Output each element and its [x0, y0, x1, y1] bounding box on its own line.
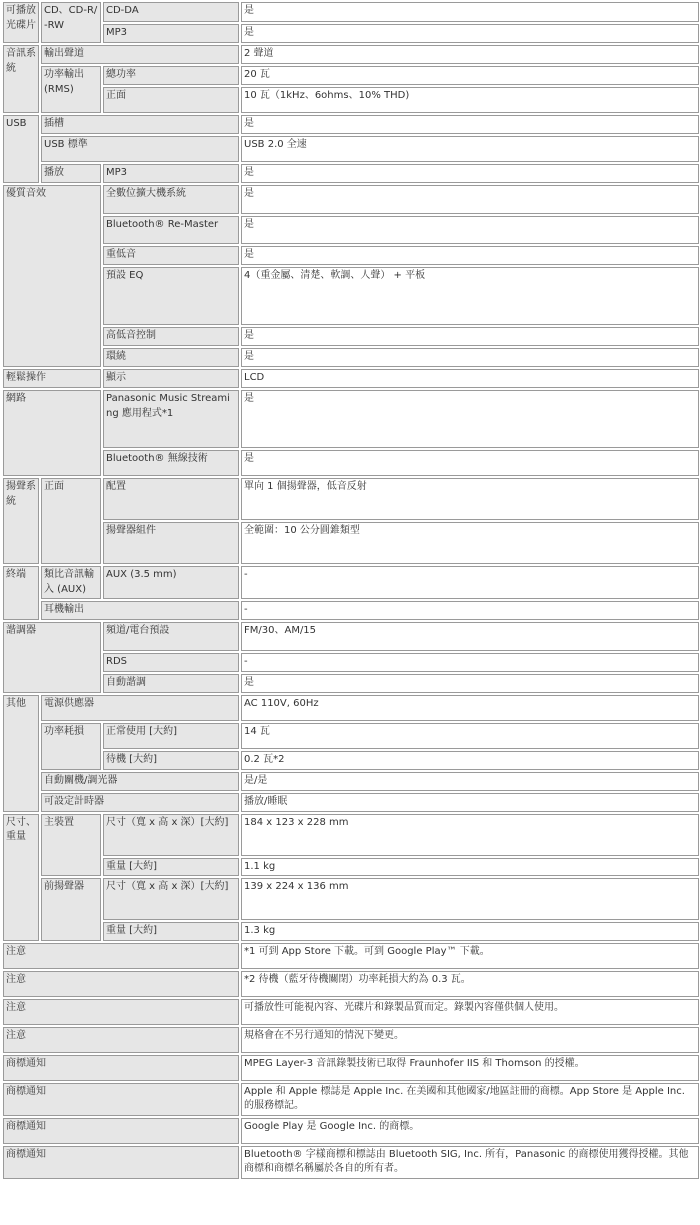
- spec-label: 配置: [103, 478, 239, 520]
- table-row: [3, 814, 699, 856]
- spec-label: 環繞: [103, 348, 239, 367]
- table-row: [3, 348, 699, 367]
- trademark-value: MPEG Layer-3 音訊錄製技術已取得 Fraunhofer IIS 和 Thomson 的授權。: [241, 1055, 699, 1081]
- table-row: [3, 1055, 699, 1081]
- trademark-label: 商標通知: [3, 1055, 239, 1081]
- table-row: [3, 622, 699, 651]
- trademark-value: Google Play 是 Google Inc. 的商標。: [241, 1118, 699, 1144]
- spec-value: 是: [241, 246, 699, 265]
- spec-label: 重量 [大約]: [103, 858, 239, 877]
- spec-value: 4（重金屬、清楚、軟調、人聲） + 平板: [241, 267, 699, 325]
- row-sublabel: 播放: [41, 164, 101, 183]
- note-value: *1 可到 App Store 下載。可到 Google Play™ 下載。: [241, 943, 699, 969]
- spec-value: 播放/睡眠: [241, 793, 699, 812]
- row-sublabel: 功率耗損: [41, 723, 101, 770]
- trademark-value: Apple 和 Apple 標誌是 Apple Inc. 在美國和其他國家/地區註冊的商標。App Store 是 Apple Inc. 的服務標記。: [241, 1083, 699, 1116]
- table-row: [3, 24, 699, 43]
- spec-value: 是: [241, 450, 699, 476]
- table-row: [3, 772, 699, 791]
- spec-value: 是: [241, 348, 699, 367]
- table-row: [3, 793, 699, 812]
- table-row: [3, 216, 699, 244]
- spec-label: 預設 EQ: [103, 267, 239, 325]
- table-row: [3, 246, 699, 265]
- spec-value: AC 110V, 60Hz: [241, 695, 699, 721]
- spec-value: 1.3 kg: [241, 922, 699, 941]
- note-label: 注意: [3, 943, 239, 969]
- spec-value: 全範圍：10 公分圓錐類型: [241, 522, 699, 564]
- spec-label: MP3: [103, 24, 239, 43]
- row-sublabel: 正面: [41, 478, 101, 564]
- spec-label: 可設定計時器: [41, 793, 239, 812]
- note-label: 注意: [3, 1027, 239, 1053]
- spec-value: 0.2 瓦*2: [241, 751, 699, 770]
- spec-value: 139 x 224 x 136 mm: [241, 878, 699, 920]
- row-sublabel: 類比音訊輸入 (AUX): [41, 566, 101, 599]
- spec-value: 14 瓦: [241, 723, 699, 749]
- table-row: [3, 1083, 699, 1116]
- table-row: [3, 971, 699, 997]
- row-label: 諧調器: [3, 622, 101, 693]
- table-row: [3, 164, 699, 183]
- spec-label: 輸出聲道: [41, 45, 239, 64]
- table-row: [3, 674, 699, 693]
- spec-value: USB 2.0 全速: [241, 136, 699, 162]
- spec-label: RDS: [103, 653, 239, 672]
- spec-value: 184 x 123 x 228 mm: [241, 814, 699, 856]
- note-label: 注意: [3, 971, 239, 997]
- spec-value: 10 瓦（1kHz、6ohms、10% THD): [241, 87, 699, 113]
- row-label: 可播放光碟片: [3, 2, 39, 43]
- table-row: [3, 751, 699, 770]
- table-row: [3, 390, 699, 448]
- spec-value: -: [241, 653, 699, 672]
- spec-value: 2 聲道: [241, 45, 699, 64]
- spec-value: 是/是: [241, 772, 699, 791]
- spec-label: 尺寸（寬 x 高 x 深）[大約]: [103, 878, 239, 920]
- table-row: [3, 999, 699, 1025]
- spec-label: 重量 [大約]: [103, 922, 239, 941]
- note-label: 注意: [3, 999, 239, 1025]
- table-row: [3, 115, 699, 134]
- spec-label: 待機 [大約]: [103, 751, 239, 770]
- spec-label: 重低音: [103, 246, 239, 265]
- table-row: [3, 878, 699, 920]
- trademark-label: 商標通知: [3, 1118, 239, 1144]
- table-row: [3, 858, 699, 877]
- trademark-label: 商標通知: [3, 1146, 239, 1179]
- spec-label: Bluetooth® 無線技術: [103, 450, 239, 476]
- spec-value: 20 瓦: [241, 66, 699, 85]
- table-row: [3, 66, 699, 85]
- spec-label: 自動諧調: [103, 674, 239, 693]
- spec-value: 是: [241, 115, 699, 134]
- spec-label: 高低音控制: [103, 327, 239, 346]
- spec-value: LCD: [241, 369, 699, 388]
- spec-label: 尺寸（寬 x 高 x 深）[大約]: [103, 814, 239, 856]
- table-row: [3, 450, 699, 476]
- spec-value: 是: [241, 185, 699, 214]
- spec-value: 是: [241, 164, 699, 183]
- trademark-value: Bluetooth® 字樣商標和標誌由 Bluetooth SIG, Inc. 所有，Panasonic 的商標使用獲得授權。其他商標和商標名稱屬於各自的所有者。: [241, 1146, 699, 1179]
- spec-label: 正常使用 [大約]: [103, 723, 239, 749]
- spec-label: 電源供應器: [41, 695, 239, 721]
- spec-label: 顯示: [103, 369, 239, 388]
- row-sublabel: 主裝置: [41, 814, 101, 877]
- spec-value: 是: [241, 327, 699, 346]
- spec-value: FM/30、AM/15: [241, 622, 699, 651]
- spec-value: -: [241, 566, 699, 599]
- row-label: 揚聲系統: [3, 478, 39, 564]
- row-sublabel: 功率輸出 (RMS): [41, 66, 101, 113]
- spec-label: 自動關機/調光器: [41, 772, 239, 791]
- row-label: 網路: [3, 390, 101, 476]
- row-label: 其他: [3, 695, 39, 812]
- table-row: [3, 566, 699, 599]
- table-row: [3, 2, 699, 22]
- spec-label: 揚聲器組件: [103, 522, 239, 564]
- table-row: [3, 87, 699, 113]
- table-row: [3, 1027, 699, 1053]
- table-row: [3, 723, 699, 749]
- table-row: [3, 1118, 699, 1144]
- row-sublabel: 前揚聲器: [41, 878, 101, 941]
- spec-value: 是: [241, 674, 699, 693]
- spec-table: [1, 0, 700, 1181]
- spec-value: 單向 1 個揚聲器，低音反射: [241, 478, 699, 520]
- spec-label: 插槽: [41, 115, 239, 134]
- table-row: [3, 522, 699, 564]
- row-label: 輕鬆操作: [3, 369, 101, 388]
- spec-label: Panasonic Music Streaming 應用程式*1: [103, 390, 239, 448]
- table-row: [3, 369, 699, 388]
- spec-value: 是: [241, 216, 699, 244]
- note-value: 規格會在不另行通知的情況下變更。: [241, 1027, 699, 1053]
- table-row: [3, 695, 699, 721]
- row-label: USB: [3, 115, 39, 183]
- spec-value: 是: [241, 390, 699, 448]
- table-row: [3, 601, 699, 620]
- row-label: 終端: [3, 566, 39, 620]
- trademark-label: 商標通知: [3, 1083, 239, 1116]
- spec-value: 是: [241, 24, 699, 43]
- spec-value: 是: [241, 2, 699, 22]
- spec-label: 全數位擴大機系統: [103, 185, 239, 214]
- spec-label: MP3: [103, 164, 239, 183]
- row-label: 尺寸、重量: [3, 814, 39, 941]
- table-row: [3, 922, 699, 941]
- table-row: [3, 1146, 699, 1179]
- table-row: [3, 185, 699, 214]
- spec-value: -: [241, 601, 699, 620]
- spec-label: 頻道/電台預設: [103, 622, 239, 651]
- table-row: [3, 327, 699, 346]
- table-row: [3, 45, 699, 64]
- row-sublabel: CD、CD-R/-RW: [41, 2, 101, 43]
- spec-label: USB 標準: [41, 136, 239, 162]
- row-label: 優質音效: [3, 185, 101, 367]
- note-value: *2 待機（藍牙待機關閉）功率耗損大約為 0.3 瓦。: [241, 971, 699, 997]
- table-row: [3, 136, 699, 162]
- note-value: 可播放性可能視內容、光碟片和錄製品質而定。錄製內容僅供個人使用。: [241, 999, 699, 1025]
- table-row: [3, 478, 699, 520]
- spec-value: 1.1 kg: [241, 858, 699, 877]
- spec-label: AUX (3.5 mm): [103, 566, 239, 599]
- spec-label: CD-DA: [103, 2, 239, 22]
- spec-label: 正面: [103, 87, 239, 113]
- spec-label: Bluetooth® Re-Master: [103, 216, 239, 244]
- spec-label: 耳機輸出: [41, 601, 239, 620]
- table-row: [3, 653, 699, 672]
- row-label: 音訊系統: [3, 45, 39, 113]
- table-row: [3, 267, 699, 325]
- spec-label: 總功率: [103, 66, 239, 85]
- table-row: [3, 943, 699, 969]
